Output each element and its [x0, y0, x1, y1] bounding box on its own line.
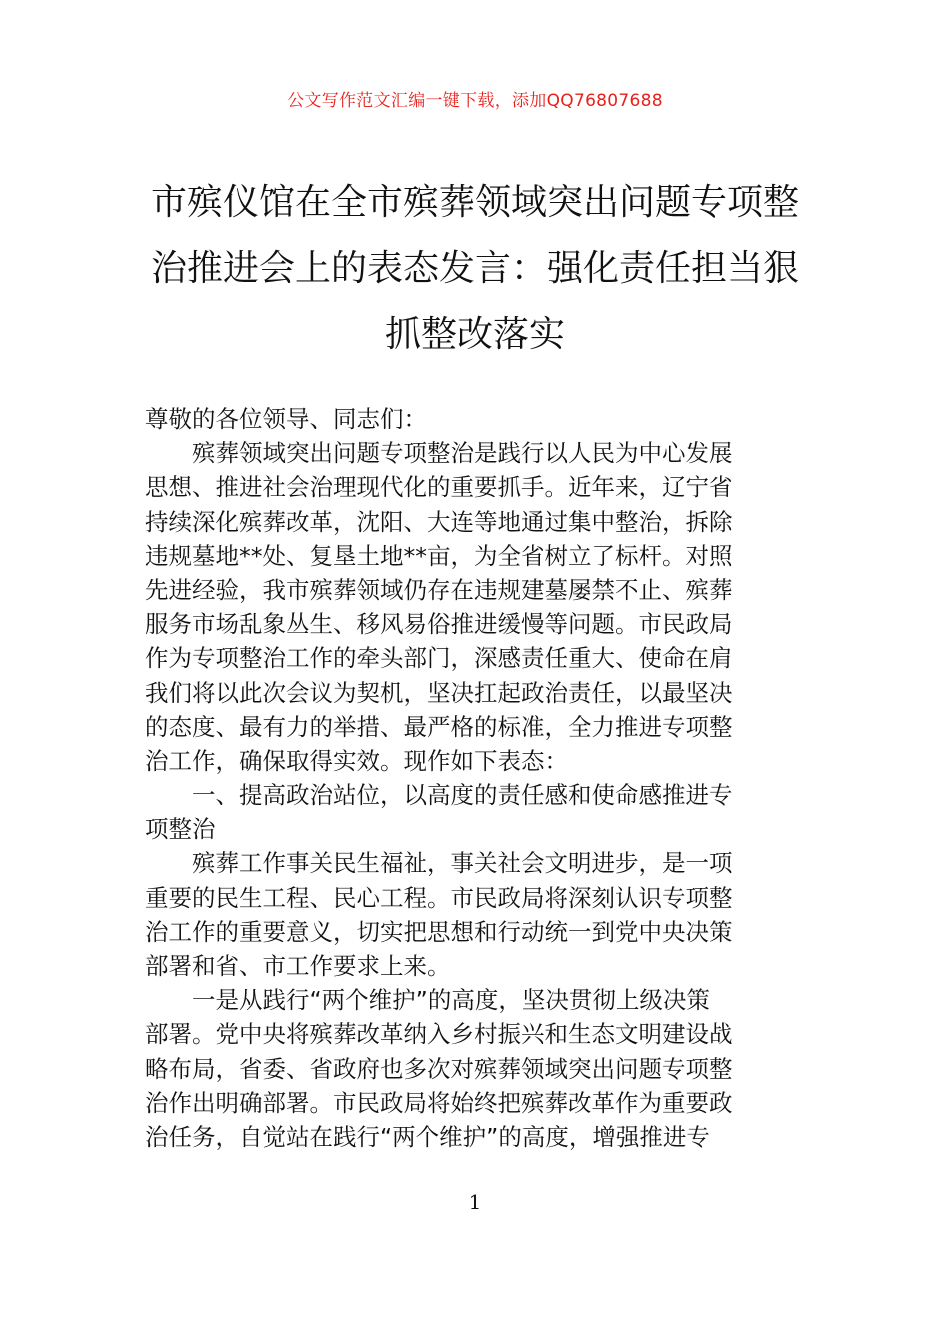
paragraph-line: 部署。党中央将殡葬改革纳入乡村振兴和生态文明建设战 — [145, 1020, 733, 1049]
title-line: 市殡仪馆在全市殡葬领域突出问题专项整 — [150, 182, 799, 223]
title-line: 抓整改落实 — [384, 314, 565, 355]
paragraph-line: 先进经验，我市殡葬领域仍存在违规建墓屡禁不止、殡葬 — [145, 575, 733, 604]
paragraph-line: 我们将以此次会议为契机，坚决扛起政治责任，以最坚决 — [145, 678, 733, 707]
paragraph-line: 部署和省、市工作要求上来。 — [145, 952, 451, 980]
salutation: 尊敬的各位领导、同志们： — [145, 405, 427, 433]
document-title — [150, 170, 800, 368]
paragraph-line: 的态度、最有力的举措、最严格的标准，全力推进专项整 — [145, 712, 733, 741]
title-line: 治推进会上的表态发言：强化责任担当狠 — [150, 248, 799, 289]
download-banner: 公文写作范文汇编一键下载，添加QQ76807688 — [287, 91, 663, 111]
paragraph-line: 持续深化殡葬改革，沈阳、大连等地通过集中整治，拆除 — [145, 507, 733, 536]
paragraph-line: 重要的民生工程、民心工程。市民政局将深刻认识专项整 — [145, 883, 733, 912]
section-heading-line: 项整治 — [145, 815, 216, 844]
paragraph-line: 思想、推进社会治理现代化的重要抓手。近年来，辽宁省 — [145, 473, 733, 502]
section-heading-line: 一、提高政治站位，以高度的责任感和使命感推进专 — [192, 781, 733, 810]
paragraph-line: 治工作的重要意义，切实把思想和行动统一到党中央决策 — [145, 917, 733, 946]
paragraph-line: 治任务，自觉站在践行“两个维护”的高度，增强推进专 — [145, 1122, 710, 1151]
paragraph-line: 殡葬工作事关民生福祉，事关社会文明进步，是一项 — [192, 849, 733, 878]
page-number: 1 — [468, 1190, 482, 1214]
paragraph-line: 略布局，省委、省政府也多次对殡葬领域突出问题专项整 — [145, 1054, 733, 1083]
paragraph-line: 违规墓地**处、复垦土地**亩，为全省树立了标杆。对照 — [145, 541, 733, 570]
paragraph-line: 一是从践行“两个维护”的高度，坚决贯彻上级决策 — [192, 986, 710, 1015]
paragraph-line: 作为专项整治工作的牵头部门，深感责任重大、使命在肩 — [145, 644, 733, 673]
paragraph-line: 殡葬领域突出问题专项整治是践行以人民为中心发展 — [192, 439, 733, 468]
paragraph-line: 治作出明确部署。市民政局将始终把殡葬改革作为重要政 — [145, 1088, 733, 1117]
paragraph-line: 服务市场乱象丛生、移风易俗推进缓慢等问题。市民政局 — [145, 610, 733, 639]
document-body — [145, 402, 809, 1154]
paragraph-line: 治工作，确保取得实效。现作如下表态： — [145, 746, 568, 775]
